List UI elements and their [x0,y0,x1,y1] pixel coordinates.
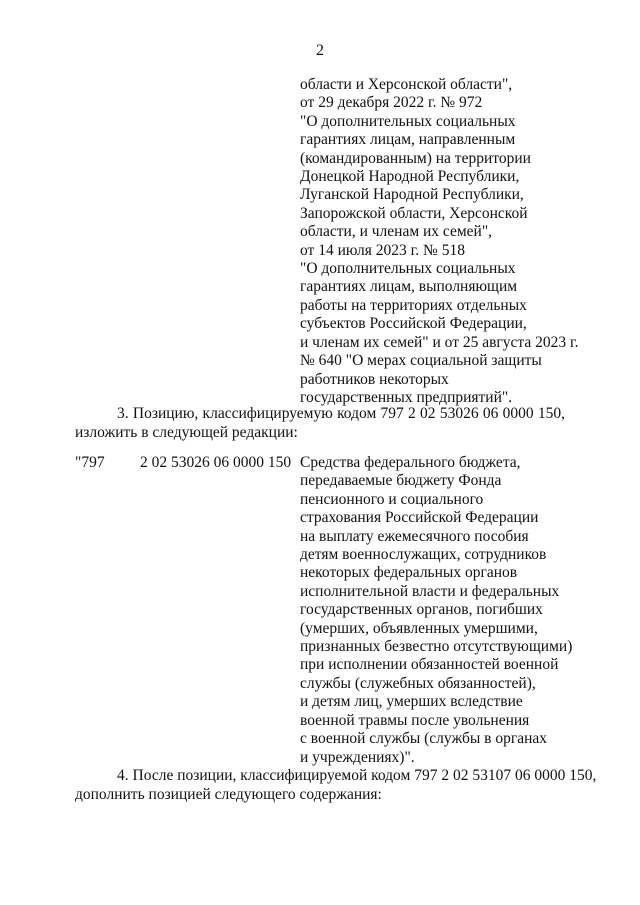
description-line: передаваемые бюджету Фонда [300,472,502,490]
continuation-line: работы на территориях отдельных [300,296,527,314]
continuation-line: работников некоторых [300,370,449,388]
continuation-line: области, и членам их семей", [300,223,493,241]
table-row-description [300,454,600,767]
description-line: пенсионного и социального [300,490,484,508]
description-line: детям военнослужащих, сотрудников [300,546,547,564]
continuation-line: Запорожской области, Херсонской [300,204,528,222]
continuation-line: "О дополнительных социальных [300,112,516,130]
table-row-admin-code: "797 [75,454,105,471]
continuation-line: от 29 декабря 2022 г. № 972 [300,94,483,112]
continuation-line: Луганской Народной Республики, [300,186,524,204]
item-3-line-1: 3. Позицию, классифицируемую кодом 797 2 02 53026 06 0000 150, [117,405,565,422]
continuation-line: субъектов Российской Федерации, [300,315,527,333]
item-4-line-1: 4. После позиции, классифицируемой кодом 797 2 02 53107 06 0000 150, [117,767,597,784]
continuation-line: государственных предприятий". [300,388,513,406]
continuation-line: гарантиях лицам, направленным [300,131,516,149]
item-3-paragraph [75,404,565,442]
description-line: военной травмы после увольнения [300,711,530,729]
description-line: при исполнении обязанностей военной [300,656,559,674]
continuation-line: Донецкой Народной Республики, [300,168,520,186]
page-number: 2 [316,42,324,59]
continuation-line: и членам их семей" и от 25 августа 2023 г. [300,333,579,351]
description-line: с военной службы (службы в органах [300,730,547,748]
description-line: исполнительной власти и федеральных [300,582,560,600]
item-4-paragraph [75,766,597,804]
description-line: службы (служебных обязанностей), [300,674,536,692]
description-line: и учреждениях)". [300,748,415,766]
continuation-line: области и Херсонской области", [300,76,513,93]
description-line: на выплату ежемесячного пособия [300,527,529,545]
description-line: некоторых федеральных органов [300,564,518,582]
item-4-line-2: дополнить позицией следующего содержания: [75,786,382,803]
continuation-line: (командированным) на территории [300,149,531,167]
description-line: страхования Российской Федерации [300,509,539,527]
continuation-text-block [300,76,600,407]
description-line: Средства федерального бюджета, [300,454,521,471]
continuation-line: от 14 июля 2023 г. № 518 [300,241,465,259]
description-line: и детям лиц, умерших вследствие [300,693,523,711]
continuation-line: "О дополнительных социальных [300,260,516,278]
description-line: признанных безвестно отсутствующими) [300,638,573,656]
item-3-line-2: изложить в следующей редакции: [75,424,298,441]
table-row-income-code: 2 02 53026 06 0000 150 [140,454,292,471]
description-line: (умерших, объявленных умершими, [300,619,538,637]
continuation-line: № 640 "О мерах социальной защиты [300,352,542,370]
description-line: государственных органов, погибших [300,601,543,619]
continuation-line: гарантиях лицам, выполняющим [300,278,518,296]
